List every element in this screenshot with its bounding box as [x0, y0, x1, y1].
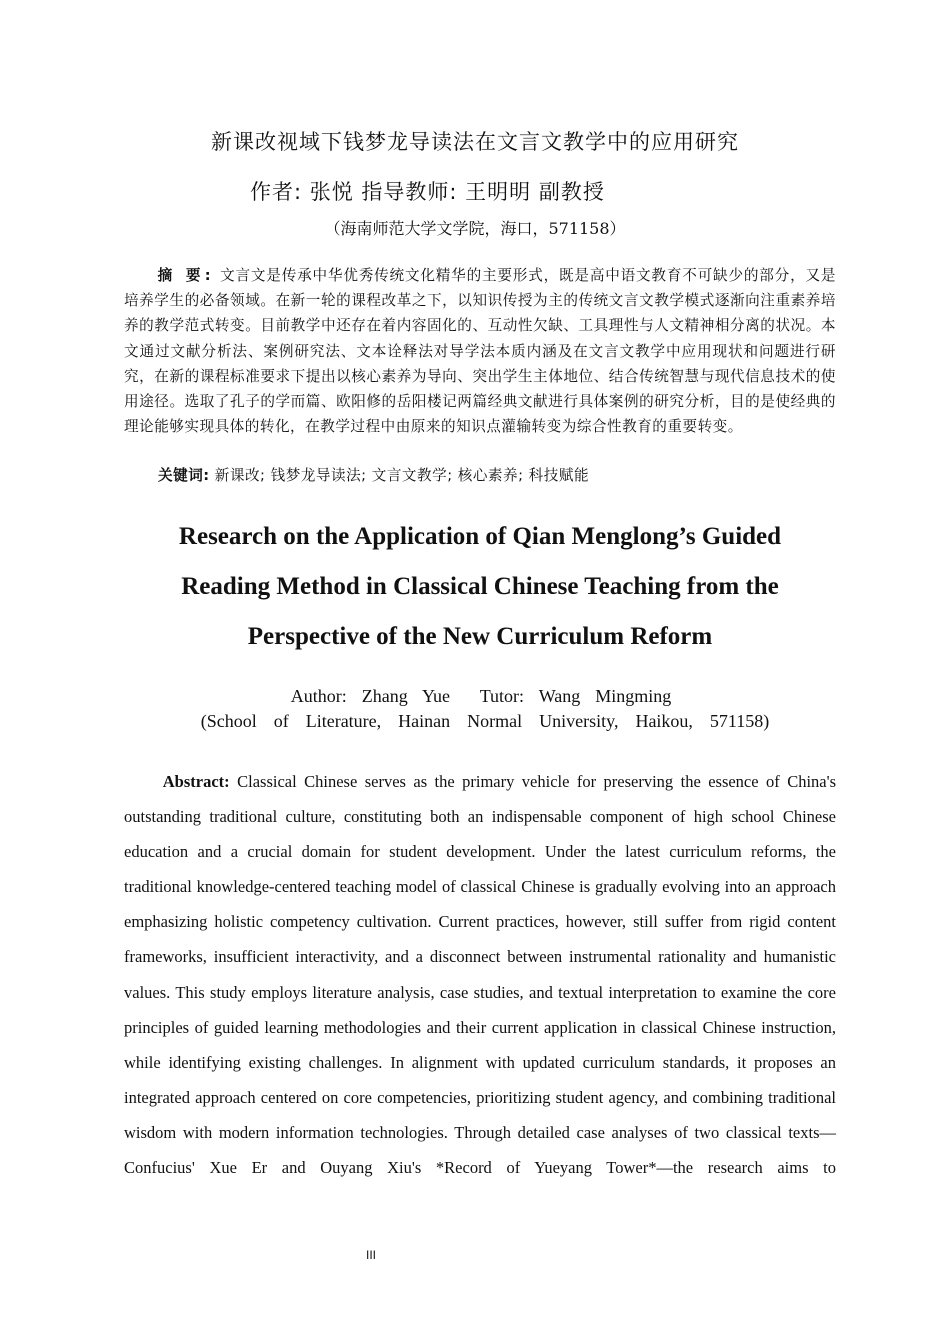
- english-abstract-label: Abstract:: [162, 772, 230, 791]
- english-author-line: Author: Zhang Yue Tutor: Wang Mingming: [290, 686, 672, 706]
- chinese-abstract: [124, 263, 836, 439]
- chinese-affiliation: （海南师范大学文学院，海口，571158）: [324, 219, 626, 238]
- chinese-keywords-label: 关键词:: [158, 467, 210, 484]
- english-title: [130, 512, 830, 662]
- chinese-abstract-text: 文言文是传承中华优秀传统文化精华的主要形式，既是高中语文教育不可缺少的部分，又是培养学生的必备领域。在新一轮的课程改革之下，以知识传授为主的传统文言文教学模式逐渐向注重素养培养的教学范式转变。目前教学中还存在着内容固化的、互动性欠缺、工具理性与人文精神相分离的状况。本文通过文献分析法、案例研究法、文本诠释法对导学法本质内涵及在文言文教学中应用现状和问题进行研究，在新的课程标准要求下提出以核心素养为导向、突出学生主体地位、结合传统智慧与现代信息技术的使用途径。选取了孔子的学而篇、欧阳修的岳阳楼记两篇经典文献进行具体案例的研究分析，目的是使经典的理论能够实现具体的转化，在教学过程中由原来的知识点灌输转变为综合性教育的重要转变。: [124, 267, 836, 436]
- english-title-line: Research on the Application of Qian Menglong’s Guided: [178, 523, 782, 550]
- chinese-title: 新课改视域下钱梦龙导读法在文言文教学中的应用研究: [211, 130, 739, 154]
- english-affiliation: (School of Literature, Hainan Normal University, Haikou, 571158): [200, 711, 770, 731]
- english-abstract-text: Classical Chinese serves as the primary vehicle for preserving the essence of China's outstanding traditional culture, constituting both an indispensable component of high school Chinese education and a crucial domain for student development. Under the latest curriculum reforms, the traditional knowledge-centered teaching model of classical Chinese is gradually evolving into an approach emphasizing holistic competency cultivation. Current practices, however, still suffer from rigid content frameworks, insufficient interactivity, and a disconnect between instrumental rationality and humanistic values. This study employs literature analysis, case studies, and textual interpretation to examine the core principles of guided learning methodologies and their current application in classical Chinese instruction, while identifying existing challenges. In alignment with updated curriculum standards, it proposes an integrated approach centered on core competencies, prioritizing student agency, and combining traditional wisdom with modern information technologies. Through detailed case analyses of two classical texts—Confucius' Xue Er and Ouyang Xiu's *Record of Yueyang Tower*—the research aims to: [124, 772, 836, 1178]
- english-abstract: [124, 764, 836, 1185]
- chinese-keywords: [158, 463, 589, 488]
- english-title-line: Perspective of the New Curriculum Reform: [247, 623, 713, 650]
- english-title-line: Reading Method in Classical Chinese Teaching from the: [181, 573, 779, 600]
- chinese-abstract-label: 摘 要:: [157, 267, 215, 284]
- chinese-keywords-text: 新课改; 钱梦龙导读法; 文言文教学; 核心素养; 科技赋能: [214, 467, 590, 484]
- chinese-author-line: 作者: 张悦 指导教师: 王明明 副教授: [250, 180, 605, 204]
- page-number: III: [366, 1248, 377, 1262]
